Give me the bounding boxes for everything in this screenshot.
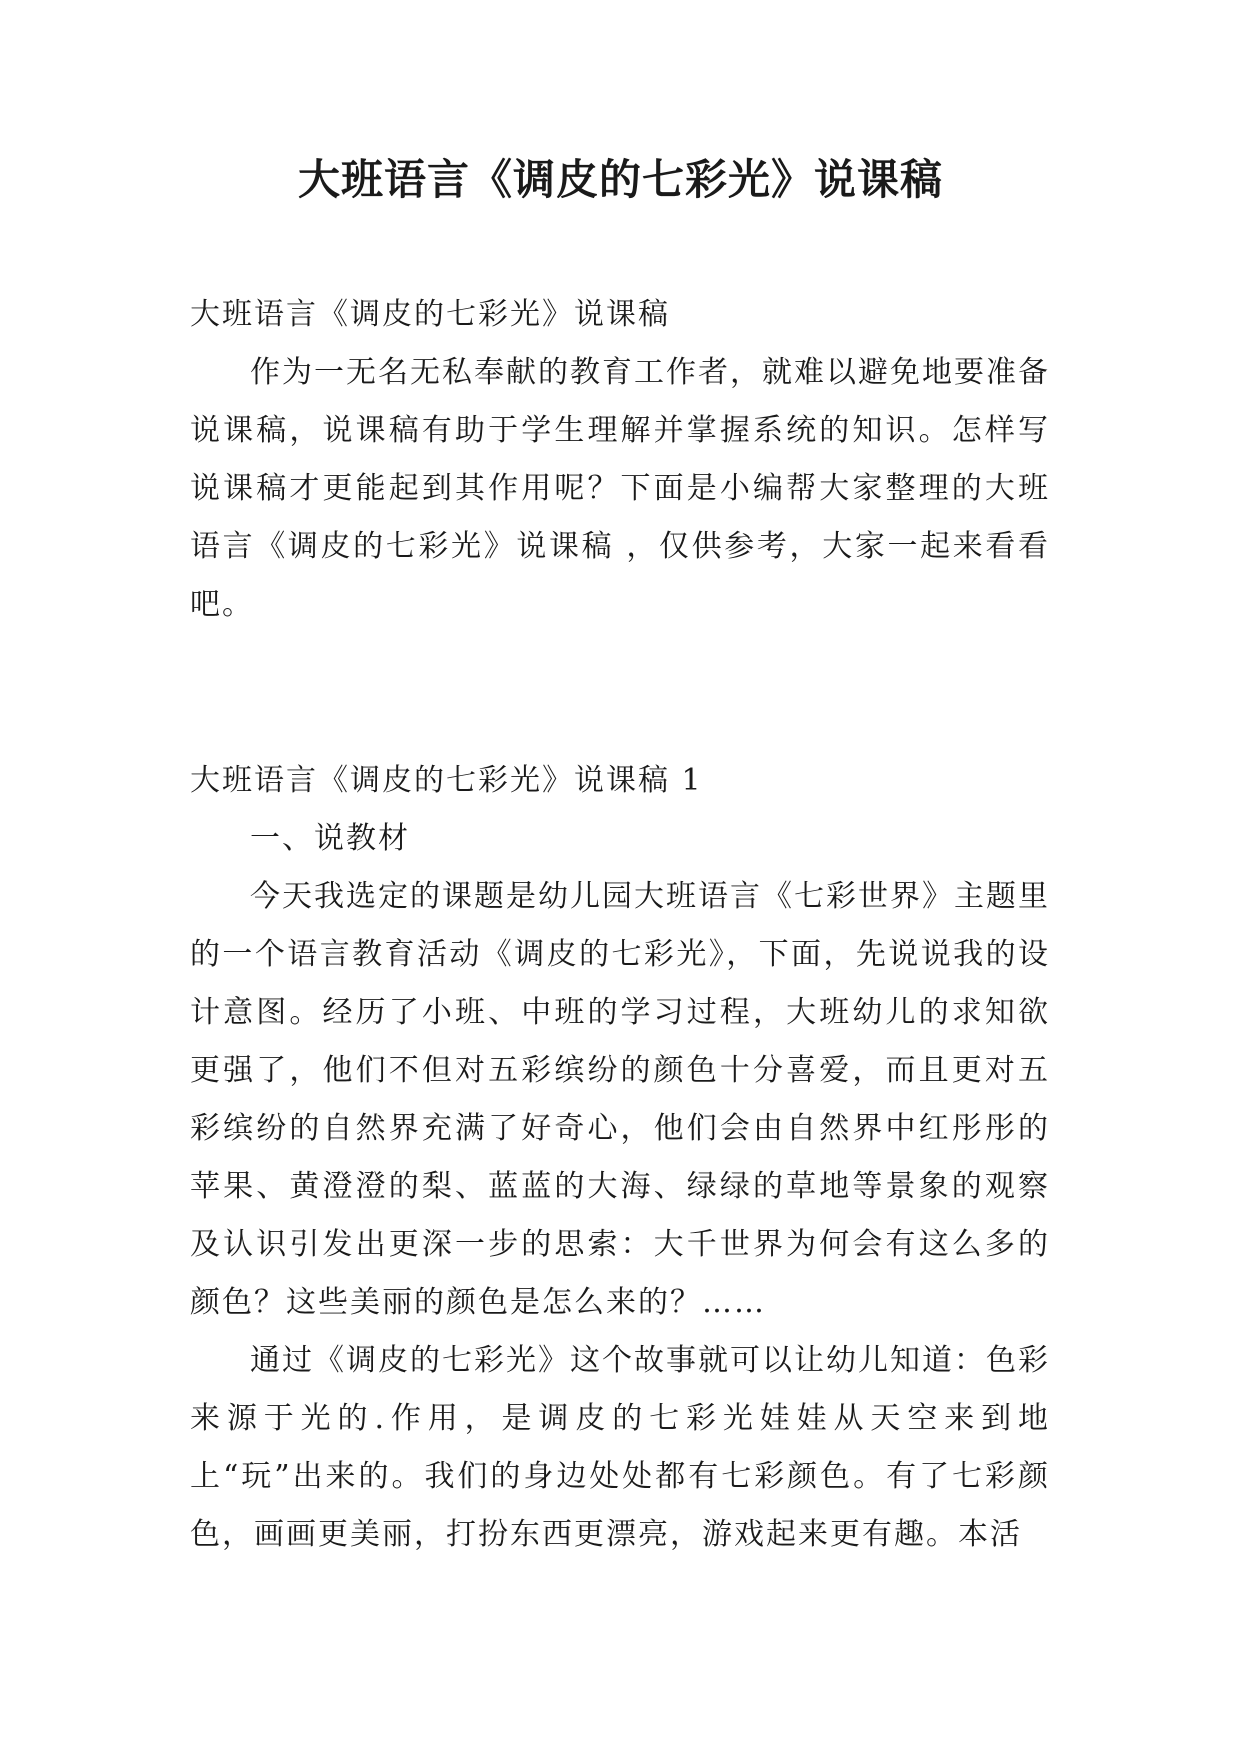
paragraph-2: 通过《调皮的七彩光》这个故事就可以让幼儿知道：色彩来源于光的.作用，是调皮的七彩光娃娃从天空来到地上“玩”出来的。我们的身边处处都有七彩颜色。有了七彩颜色，画画更美丽，打扮东西更漂亮，游戏起来更有趣。本活 [190, 1343, 1050, 1552]
paragraph-1: 今天我选定的课题是幼儿园大班语言《七彩世界》主题里的一个语言教育活动《调皮的七彩光》，下面，先说说我的设计意图。经历了小班、中班的学习过程，大班幼儿的求知欲更强了，他们不但对五彩缤纷的颜色十分喜爱，而且更对五彩缤纷的自然界充满了好奇心，他们会由自然界中红彤彤的苹果、黄澄澄的梨、蓝蓝的大海、绿绿的草地等景象的观察及认识引发出更深一步的思索：大千世界为何会有这么多的颜色？这些美丽的颜色是怎么来的？…… [190, 879, 1050, 1320]
intro-paragraph: 作为一无名无私奉献的教育工作者，就难以避免地要准备说课稿，说课稿有助于学生理解并掌握系统的知识。怎样写说课稿才更能起到其作用呢？下面是小编帮大家整理的大班语言《调皮的七彩光》说课稿 ，仅供参考，大家一起来看看吧。 [190, 355, 1050, 622]
intro-section [190, 286, 1050, 634]
intro-heading: 大班语言《调皮的七彩光》说课稿 [190, 297, 670, 332]
section-1 [190, 752, 1050, 1564]
subheading-teaching-material: 一、说教材 [250, 821, 410, 856]
document-title: 大班语言《调皮的七彩光》说课稿 [297, 155, 943, 204]
section-1-heading: 大班语言《调皮的七彩光》说课稿 1 [190, 763, 703, 798]
